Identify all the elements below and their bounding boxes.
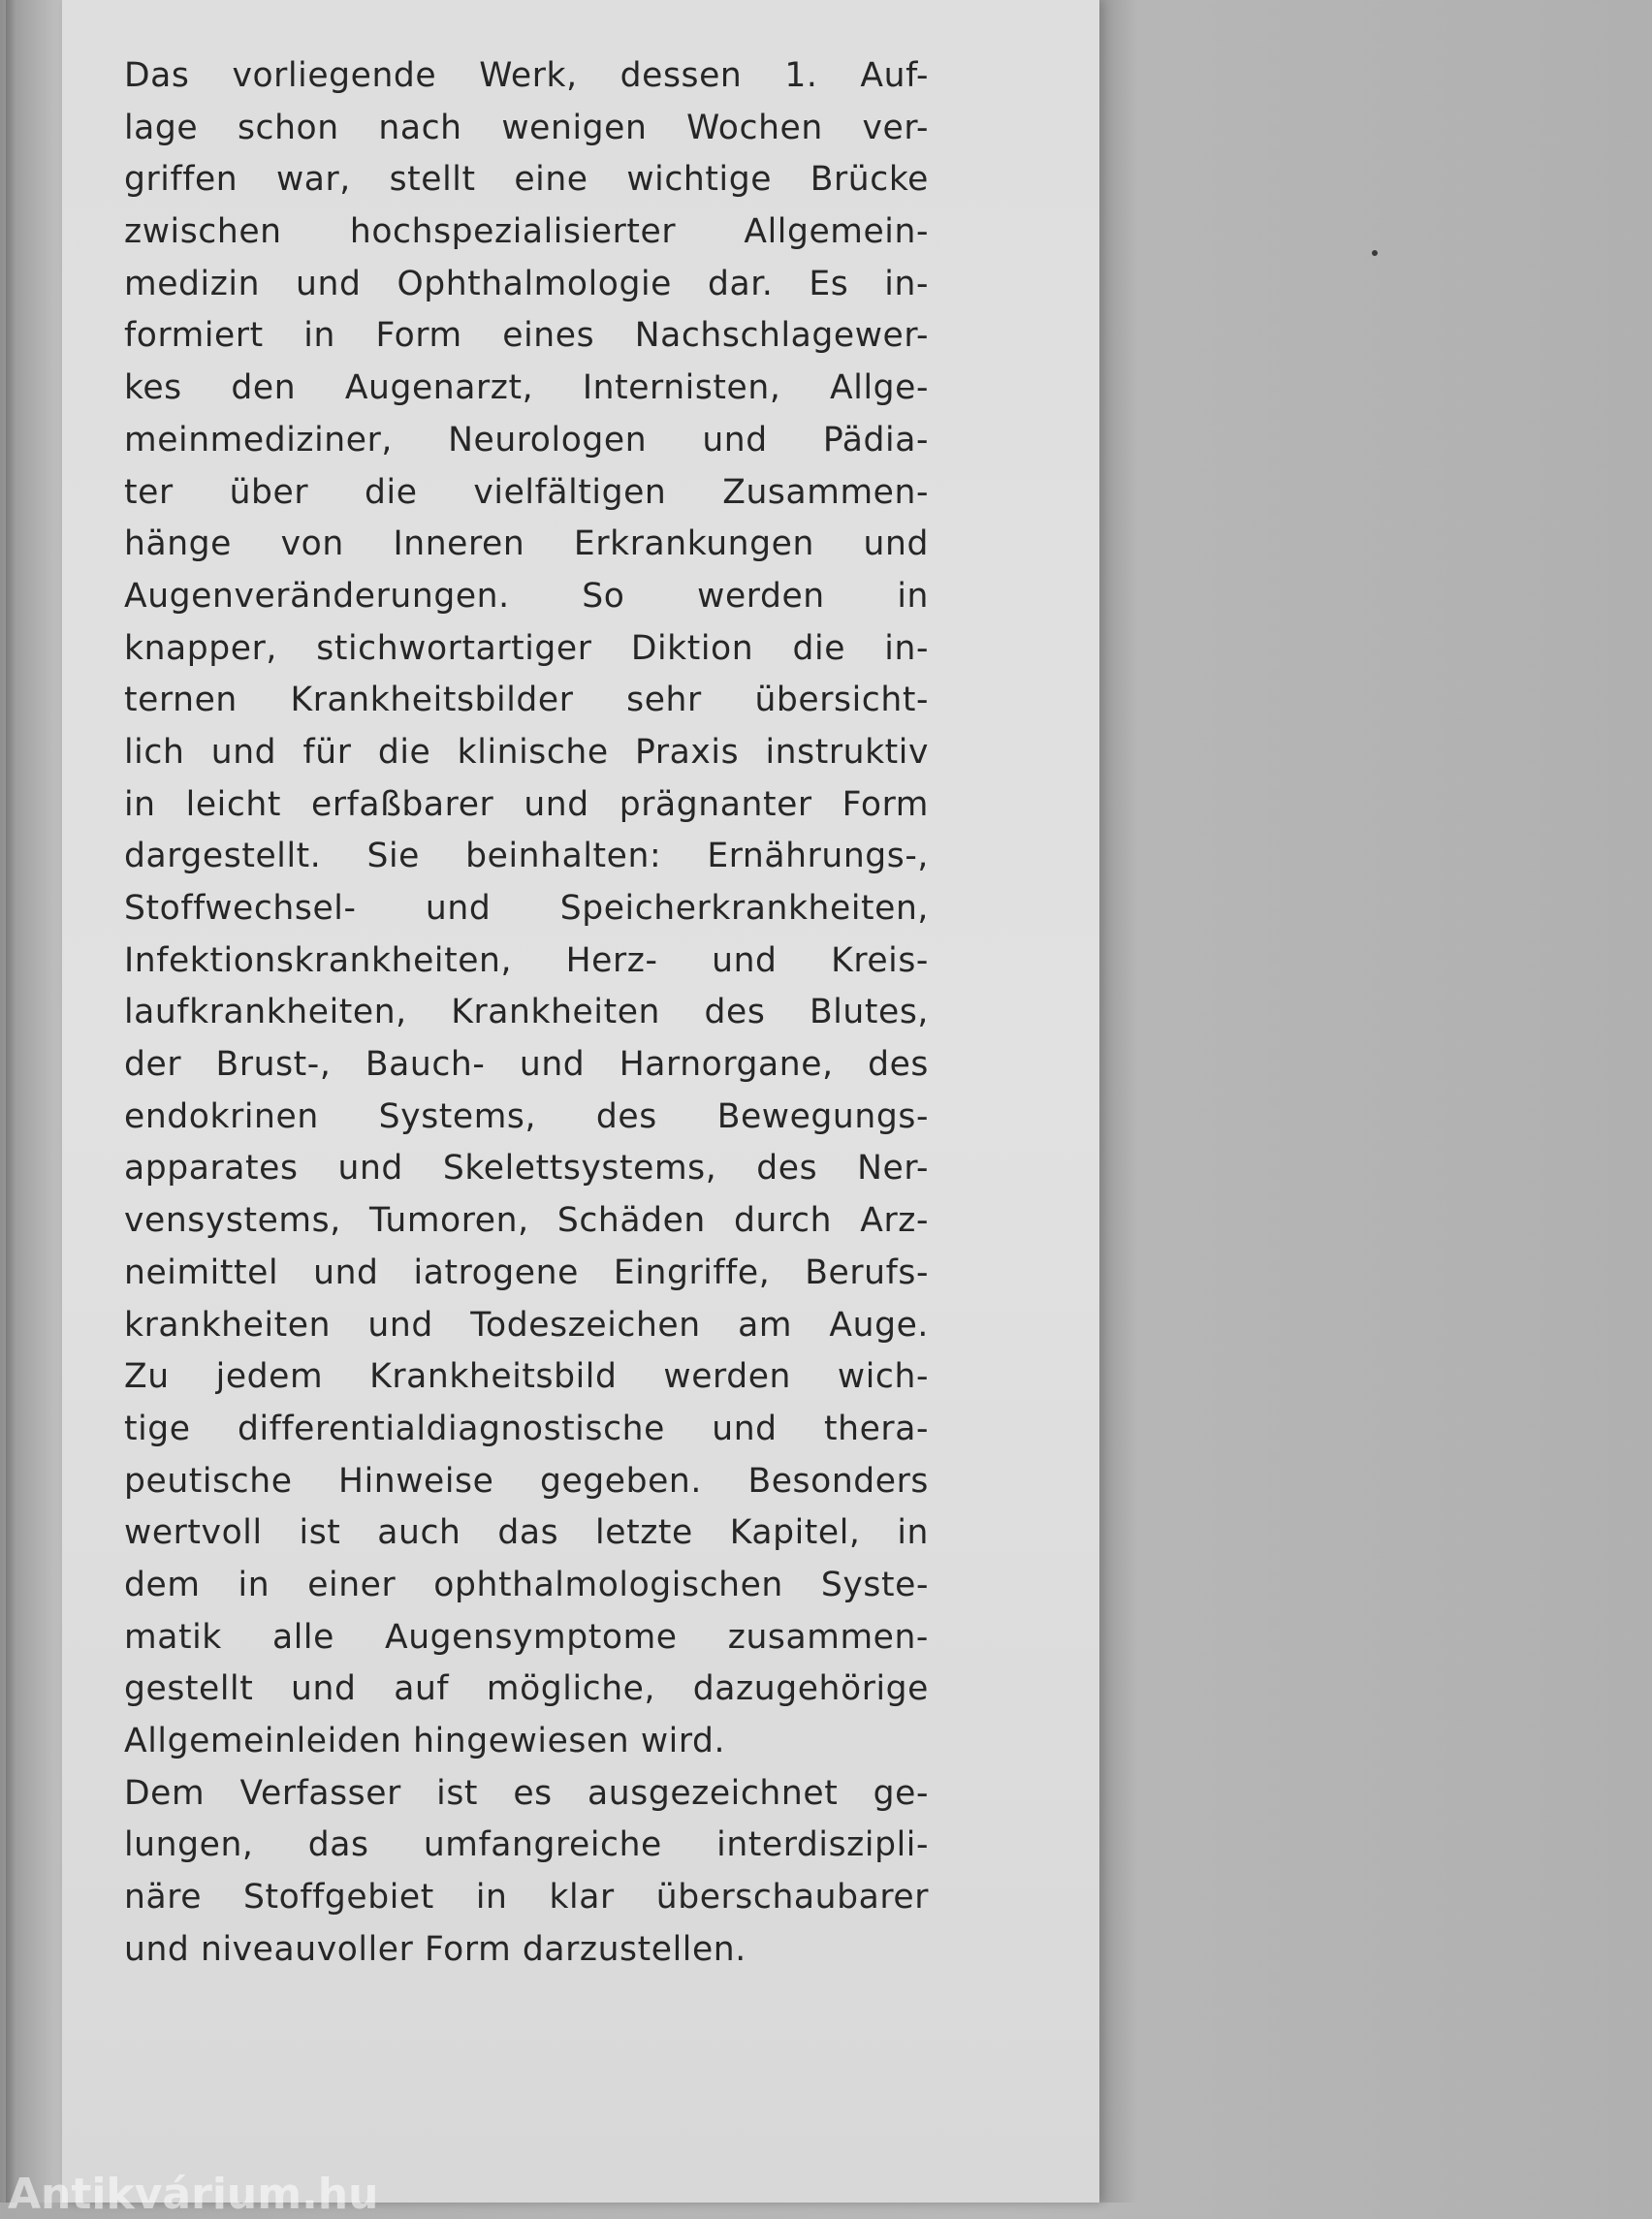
spine-edge: [6, 0, 16, 2203]
blurb-line: tige differentialdiagnostische und thera-: [124, 1409, 929, 1448]
blurb-line: endokrinen Systems, des Bewegungs-: [124, 1096, 929, 1136]
blurb-line: knapper, stichwortartiger Diktion die in-: [124, 628, 929, 668]
blurb-line: matik alle Augensymptome zusammen-: [124, 1617, 929, 1657]
blurb-line: Das vorliegende Werk, dessen 1. Auf-: [124, 56, 929, 95]
flap-shadow: [1099, 0, 1138, 2203]
blurb-line: vensystems, Tumoren, Schäden durch Arz-: [124, 1201, 929, 1241]
blurb-line: peutische Hinweise gegeben. Besonders: [124, 1461, 929, 1501]
blurb-line: der Brust-, Bauch- und Harnorgane, des: [124, 1045, 929, 1085]
blurb-line: kes den Augenarzt, Internisten, Allge-: [124, 368, 929, 408]
blurb-line: meinmediziner, Neurologen und Pädia-: [124, 420, 929, 460]
blurb-line: dem in einer ophthalmologischen Syste-: [124, 1565, 929, 1604]
watermark-text: Antikvárium.hu: [8, 2170, 379, 2219]
blurb-line: Stoffwechsel- und Speicherkrankheiten,: [124, 889, 929, 928]
blurb-line: dargestellt. Sie beinhalten: Ernährungs-,: [124, 837, 929, 876]
blurb-text: [124, 50, 929, 1976]
blurb-line: in leicht erfaßbarer und prägnanter Form: [124, 784, 929, 824]
blurb-line: lage schon nach wenigen Wochen ver-: [124, 108, 929, 147]
blurb-line: laufkrankheiten, Krankheiten des Blutes,: [124, 993, 929, 1032]
blurb-line: Zu jedem Krankheitsbild werden wich-: [124, 1357, 929, 1397]
blurb-line: näre Stoffgebiet in klar überschaubarer: [124, 1878, 929, 1918]
dust-speck: [1372, 250, 1378, 256]
blurb-line: Dem Verfasser ist es ausgezeichnet ge-: [124, 1773, 929, 1813]
blurb-line: hänge von Inneren Erkrankungen und: [124, 524, 929, 564]
blurb-line: zwischen hochspezialisierter Allgemein-: [124, 212, 929, 252]
blurb-line: Augenveränderungen. So werden in: [124, 576, 929, 616]
blurb-line: neimittel und iatrogene Eingriffe, Berufs-: [124, 1252, 929, 1292]
blurb-line: ter über die vielfältigen Zusammen-: [124, 472, 929, 512]
blurb-line: medizin und Ophthalmologie dar. Es in-: [124, 264, 929, 303]
blurb-line: griffen war, stellt eine wichtige Brücke: [124, 160, 929, 200]
blurb-line: Infektionskrankheiten, Herz- und Kreis-: [124, 940, 929, 980]
blurb-line: wertvoll ist auch das letzte Kapitel, in: [124, 1513, 929, 1553]
blurb-line: ternen Krankheitsbilder sehr übersicht-: [124, 681, 929, 720]
blurb-line: lungen, das umfangreiche interdiszipli-: [124, 1825, 929, 1865]
blurb-line: formiert in Form eines Nachschlagewer-: [124, 316, 929, 356]
blurb-line: apparates und Skelettsystems, des Ner-: [124, 1149, 929, 1189]
blurb-line: gestellt und auf mögliche, dazugehörige: [124, 1669, 929, 1709]
blurb-line: Allgemeinleiden hingewiesen wird.: [124, 1722, 726, 1760]
blurb-line: lich und für die klinische Praxis instruktiv: [124, 732, 929, 772]
blurb-line: und niveauvoller Form darzustellen.: [124, 1929, 747, 1969]
blurb-line: krankheiten und Todeszeichen am Auge.: [124, 1305, 929, 1345]
